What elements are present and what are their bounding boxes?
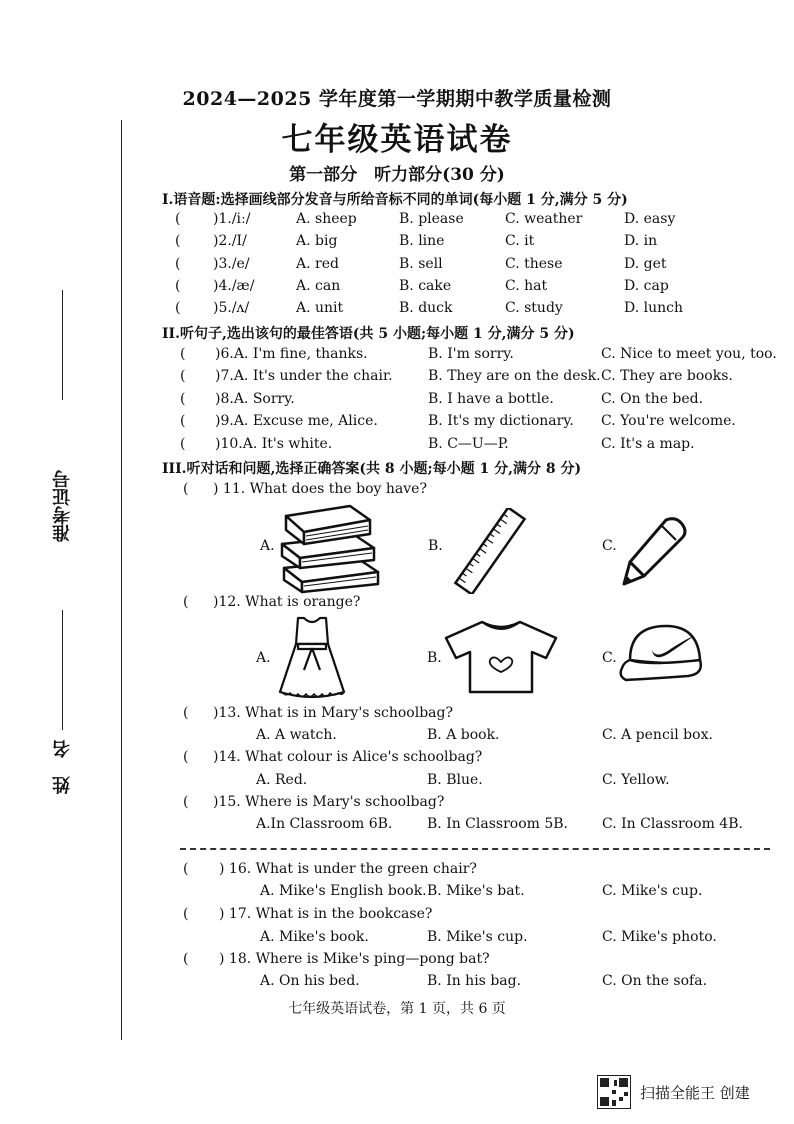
section-1-title: I.语音题:选择画线部分发音与所给音标不同的单词(每小题 1 分,满分 5 分)	[162, 192, 628, 208]
option-c: C. It's a map.	[601, 436, 695, 452]
option-row	[0, 973, 794, 995]
question-row	[183, 594, 683, 616]
option-a: A. red	[296, 256, 339, 272]
option-a: A. sheep	[296, 211, 357, 227]
option-b: B. Mike's cup.	[427, 929, 528, 945]
option-d: D. get	[624, 256, 667, 272]
option-c: C. Nice to meet you, too.	[601, 346, 777, 362]
page-title: 七年级英语试卷	[281, 122, 513, 158]
question-row	[180, 436, 780, 458]
question-row	[183, 705, 683, 727]
section-3-title: III.听对话和问题,选择正确答案(共 8 小题;每小题 1 分,满分 8 分)	[162, 461, 582, 477]
option-b: B. In his bag.	[427, 973, 522, 989]
option-b: B. line	[399, 233, 445, 249]
option-b: B. C—U—P.	[428, 436, 509, 452]
option-b: B. Blue.	[427, 772, 483, 788]
question-row	[175, 278, 775, 300]
option-c: C. it	[505, 233, 535, 249]
exam-header-line: 2024—2025 学年度第一学期期中教学质量检测	[182, 88, 612, 110]
answer-paren[interactable]: (	[175, 211, 181, 227]
name-write-line	[62, 610, 63, 730]
option-c: C. You're welcome.	[601, 413, 736, 429]
option-c: C. hat	[505, 278, 548, 294]
question-row	[180, 346, 780, 368]
books-icon	[278, 500, 382, 594]
option-c: C. On the sofa.	[602, 973, 708, 989]
question-text: )15. Where is Mary's schoolbag?	[213, 794, 445, 810]
answer-paren[interactable]: (	[180, 391, 186, 407]
question-row	[183, 749, 683, 771]
option-a: A. big	[296, 233, 338, 249]
option-c: C. A pencil box.	[602, 727, 713, 743]
question-number: )1./iː/	[213, 211, 251, 227]
answer-paren[interactable]: (	[183, 481, 189, 497]
question-text: ) 16. What is under the green chair?	[219, 861, 477, 877]
answer-paren[interactable]: (	[175, 278, 181, 294]
part-heading: 第一部分 听力部分(30 分)	[289, 165, 505, 185]
answer-paren[interactable]: (	[183, 705, 189, 721]
exam-id-write-line	[62, 290, 63, 400]
question-row	[183, 861, 683, 883]
option-row	[0, 727, 794, 749]
question-row	[183, 906, 683, 928]
question-text: ) 11. What does the boy have?	[213, 481, 427, 497]
option-b: B. sell	[399, 256, 443, 272]
question-row	[175, 233, 775, 255]
page-footer: 七年级英语试卷，第 1 页，共 6 页	[288, 1001, 506, 1017]
option-a: A. unit	[296, 300, 344, 316]
cap-icon	[616, 620, 708, 688]
option-a: )8.A. Sorry.	[215, 391, 295, 407]
option-c: C. study	[505, 300, 563, 316]
option-d: D. in	[624, 233, 658, 249]
exam-id-label: 准考证号	[52, 470, 73, 542]
option-row	[0, 816, 794, 838]
option-row	[0, 883, 794, 905]
option-c: C. On the bed.	[601, 391, 704, 407]
option-b: B. I have a bottle.	[428, 391, 554, 407]
answer-paren[interactable]: (	[175, 256, 181, 272]
option-a: A. can	[296, 278, 341, 294]
option-a: A. Mike's English book.	[260, 883, 427, 899]
option-b: B. A book.	[427, 727, 500, 743]
question-row	[175, 211, 775, 233]
option-a: A. A watch.	[256, 727, 337, 743]
question-text: )13. What is in Mary's schoolbag?	[213, 705, 453, 721]
answer-paren[interactable]: (	[183, 794, 189, 810]
question-row	[180, 413, 780, 435]
question-row	[180, 368, 780, 390]
option-b: B. It's my dictionary.	[428, 413, 574, 429]
option-a: )10.A. It's white.	[215, 436, 333, 452]
answer-paren[interactable]: (	[180, 436, 186, 452]
option-b: B. duck	[399, 300, 453, 316]
answer-paren[interactable]: (	[180, 368, 186, 384]
answer-paren[interactable]: (	[183, 594, 189, 610]
answer-paren[interactable]: (	[180, 346, 186, 362]
answer-paren[interactable]: (	[183, 861, 189, 877]
question-text: ) 17. What is in the bookcase?	[219, 906, 433, 922]
answer-paren[interactable]: (	[175, 300, 181, 316]
answer-paren[interactable]: (	[183, 749, 189, 765]
question-row	[183, 794, 683, 816]
answer-paren[interactable]: (	[183, 906, 189, 922]
question-row	[175, 256, 775, 278]
option-a: A.In Classroom 6B.	[256, 816, 393, 832]
option-c: C. Yellow.	[602, 772, 670, 788]
question-row	[180, 391, 780, 413]
question-number: )5./ʌ/	[213, 300, 250, 316]
question-number: )2./I/	[213, 233, 247, 249]
option-a: )9.A. Excuse me, Alice.	[215, 413, 378, 429]
option-d: D. lunch	[624, 300, 683, 316]
option-c: C. these	[505, 256, 563, 272]
option-c-label: C.	[602, 650, 617, 666]
dress-icon	[276, 614, 348, 700]
option-c: C. In Classroom 4B.	[602, 816, 743, 832]
question-text: )14. What colour is Alice's schoolbag?	[213, 749, 483, 765]
option-b: B. They are on the desk.	[428, 368, 601, 384]
option-b: B. cake	[399, 278, 452, 294]
option-a-label: A.	[260, 538, 275, 554]
option-b-label: B.	[427, 650, 442, 666]
option-a: A. Mike's book.	[260, 929, 369, 945]
option-d: D. cap	[624, 278, 669, 294]
option-a: A. Red.	[256, 772, 308, 788]
option-b: B. I'm sorry.	[428, 346, 514, 362]
question-row	[183, 951, 683, 973]
option-c: C. Mike's photo.	[602, 929, 717, 945]
option-a: )6.A. I'm fine, thanks.	[215, 346, 368, 362]
question-row	[183, 481, 683, 503]
question-number: )4./æ/	[213, 278, 255, 294]
option-c-label: C.	[602, 538, 617, 554]
option-b: B. In Classroom 5B.	[427, 816, 569, 832]
option-row	[0, 772, 794, 794]
option-d: D. easy	[624, 211, 676, 227]
section-divider	[180, 848, 770, 850]
scanner-watermark: 扫描全能王 创建	[640, 1084, 750, 1102]
ruler-icon	[452, 508, 528, 594]
option-a-label: A.	[256, 650, 271, 666]
option-c: C. They are books.	[601, 368, 733, 384]
question-text: )12. What is orange?	[213, 594, 361, 610]
name-label: 姓 名	[52, 740, 73, 794]
question-row	[175, 300, 775, 322]
question-number: )3./e/	[213, 256, 250, 272]
option-a: A. On his bed.	[260, 973, 360, 989]
answer-paren[interactable]: (	[175, 233, 181, 249]
qr-code-icon	[597, 1075, 631, 1109]
question-text: ) 18. Where is Mike's ping—pong bat?	[219, 951, 490, 967]
option-a: )7.A. It's under the chair.	[215, 368, 393, 384]
option-c: C. Mike's cup.	[602, 883, 703, 899]
answer-paren[interactable]: (	[180, 413, 186, 429]
tshirt-icon	[442, 618, 560, 696]
option-row	[0, 929, 794, 951]
section-2-title: II.听句子,选出该句的最佳答语(共 5 小题;每小题 1 分,满分 5 分)	[162, 326, 575, 342]
option-b: B. Mike's bat.	[427, 883, 525, 899]
pencil-icon	[618, 514, 690, 590]
option-b: B. please	[399, 211, 464, 227]
answer-paren[interactable]: (	[183, 951, 189, 967]
option-c: C. weather	[505, 211, 583, 227]
option-b-label: B.	[428, 538, 443, 554]
